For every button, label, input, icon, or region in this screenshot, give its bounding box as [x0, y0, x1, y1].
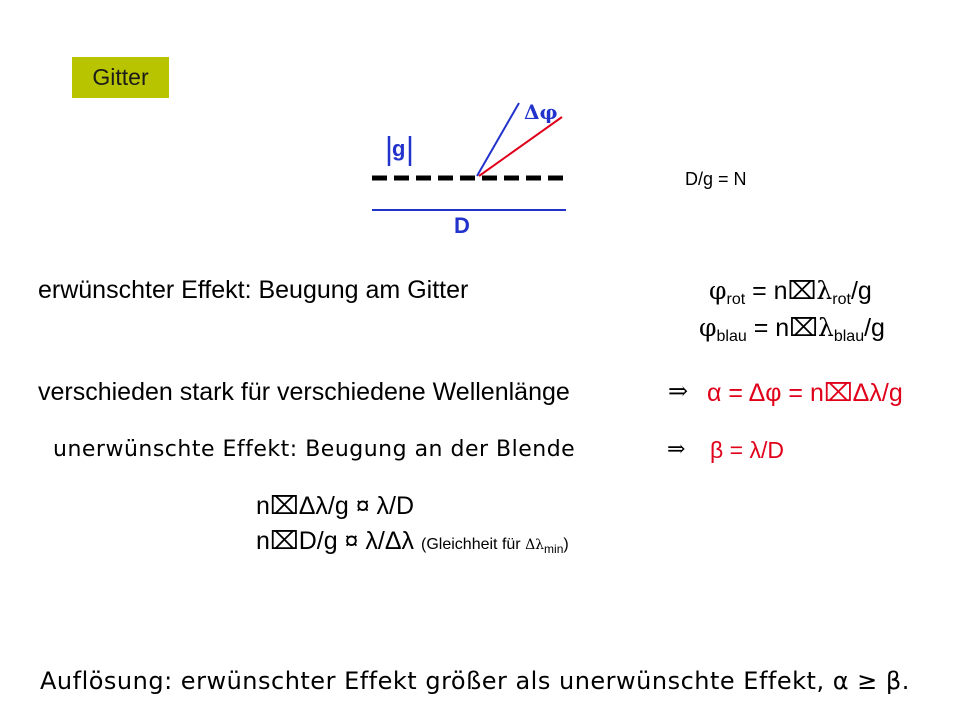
min-sub: min	[544, 542, 564, 556]
variation-text: verschieden stark für verschiedene Wellenlänge	[38, 378, 570, 406]
equality-close: )	[563, 536, 569, 553]
lambda-sub: rot	[832, 291, 851, 308]
lambda-symbol: λ	[817, 313, 834, 342]
tail: /g	[864, 314, 885, 342]
d-over-g-note: D/g = N	[685, 169, 747, 189]
condition-line-1: n⌧Δλ/g ¤ λ/D	[256, 492, 415, 520]
unwanted-formula: β = λ/D	[710, 437, 784, 463]
wanted-effect-text: erwünschter Effekt: Beugung am Gitter	[38, 276, 469, 304]
condition-main: n⌧D/g ¤ λ/Δλ	[256, 527, 415, 555]
lambda-sub: blau	[833, 328, 865, 345]
g-label: g	[392, 136, 406, 161]
box-symbol: ⌧	[789, 313, 818, 342]
box-symbol: ⌧	[787, 276, 817, 305]
eq-n: = n	[745, 277, 788, 305]
blue-ray	[477, 103, 519, 176]
phi-symbol: φ	[699, 313, 717, 342]
formula-rot	[709, 276, 872, 309]
equality-note	[421, 536, 569, 556]
variation-formula: α = Δφ = n⌧Δλ/g	[707, 379, 903, 407]
delta-phi-label: Δφ	[524, 100, 558, 124]
unwanted-effect-text: unerwünschte Effekt: Beugung an der Blende	[53, 437, 576, 462]
phi-sub: rot	[726, 291, 746, 308]
conclusion-text: Auflösung: erwünschter Effekt größer als unerwünschte Effekt, α ≥ β.	[40, 667, 910, 695]
condition-line-2	[256, 526, 569, 556]
d-label: D	[454, 213, 470, 238]
tail: /g	[850, 277, 872, 305]
slide-title: Gitter	[72, 57, 169, 98]
unwanted-arrow: ⇒	[667, 437, 686, 462]
delta-lambda: Δλ	[525, 537, 545, 553]
lambda-symbol: λ	[816, 276, 833, 305]
red-ray	[479, 117, 562, 176]
eq-n: = n	[746, 314, 790, 342]
phi-sub: blau	[716, 328, 747, 345]
equality-paren: (Gleichheit für	[421, 536, 526, 553]
phi-symbol: φ	[709, 276, 727, 305]
formula-blau	[699, 313, 885, 346]
variation-arrow: ⇒	[668, 377, 689, 405]
